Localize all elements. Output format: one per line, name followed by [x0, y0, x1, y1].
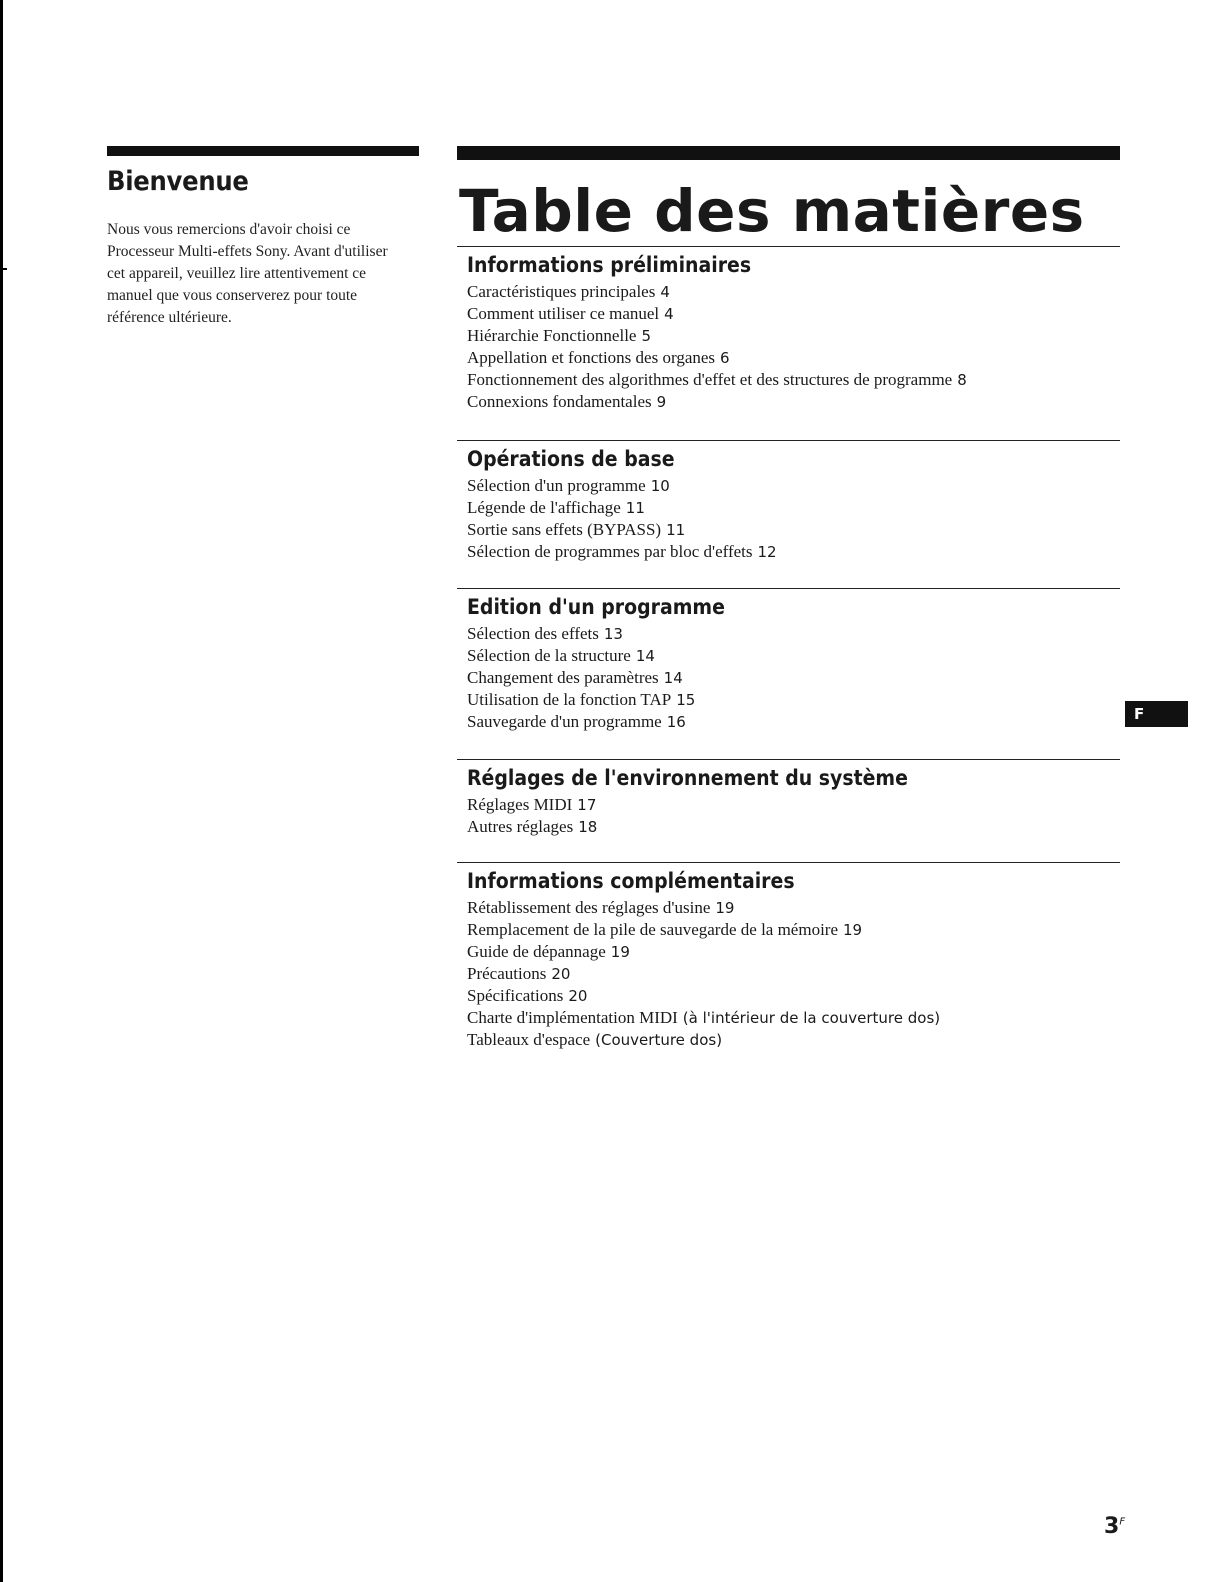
toc-section-systeme — [457, 759, 1120, 838]
entry-page: 15 — [676, 691, 696, 709]
toc-title: Table des matières — [459, 177, 1085, 245]
toc-entry[interactable] — [467, 519, 1120, 541]
entry-text: Appellation et fonctions des organes — [467, 348, 716, 367]
entry-page: 12 — [757, 543, 777, 561]
section-heading: Edition d'un programme — [467, 595, 725, 619]
toc-section-complementaires — [457, 862, 1120, 1051]
toc-section-preliminaires — [457, 246, 1120, 413]
entry-text: Tableaux d'espace — [467, 1030, 591, 1049]
entry-text: Réglages MIDI — [467, 795, 573, 814]
page-number — [1104, 1514, 1125, 1539]
language-tab: F — [1125, 701, 1188, 727]
section-rule — [457, 759, 1120, 760]
toc-entry[interactable] — [467, 475, 1120, 497]
entry-text: Hiérarchie Fonctionnelle — [467, 326, 637, 345]
entry-text: Changement des paramètres — [467, 668, 659, 687]
entry-page: 20 — [568, 987, 588, 1005]
toc-entry[interactable] — [467, 985, 1120, 1007]
entry-page: 19 — [610, 943, 630, 961]
section-heading: Réglages de l'environnement du système — [467, 766, 908, 790]
entry-text: Guide de dépannage — [467, 942, 606, 961]
entry-page: 10 — [650, 477, 670, 495]
section-rule — [457, 440, 1120, 441]
entry-text: Autres réglages — [467, 817, 574, 836]
entry-page: 16 — [666, 713, 686, 731]
entry-text: Spécifications — [467, 986, 564, 1005]
entry-text: Sélection d'un programme — [467, 476, 646, 495]
entry-page: 14 — [635, 647, 655, 665]
toc-section-operations — [457, 440, 1120, 563]
entry-page: 19 — [843, 921, 863, 939]
welcome-title: Bienvenue — [107, 166, 249, 197]
toc-entry[interactable] — [467, 645, 1120, 667]
toc-entry[interactable] — [467, 1007, 1120, 1029]
entry-page: 9 — [656, 393, 667, 411]
toc-entry[interactable] — [467, 623, 1120, 645]
section-rule — [457, 588, 1120, 589]
entry-text: Connexions fondamentales — [467, 392, 652, 411]
toc-entry[interactable] — [467, 919, 1120, 941]
page-edge-mark — [0, 268, 7, 270]
toc-entry[interactable] — [467, 303, 1120, 325]
section-heading: Opérations de base — [467, 447, 675, 471]
page-number-value: 3 — [1104, 1514, 1120, 1539]
entry-page: 18 — [578, 818, 598, 836]
page-number-suffix: F — [1119, 1516, 1126, 1528]
entry-text: Fonctionnement des algorithmes d'effet et des structures de programme — [467, 370, 953, 389]
entry-page: 17 — [577, 796, 597, 814]
entry-text: Sauvegarde d'un programme — [467, 712, 662, 731]
entry-page: 11 — [625, 499, 645, 517]
entry-page: 6 — [720, 349, 730, 367]
toc-entry[interactable] — [467, 897, 1120, 919]
entry-text: Sortie sans effets (BYPASS) — [467, 520, 662, 539]
page-edge-line — [0, 0, 3, 1582]
toc-entry[interactable] — [467, 325, 1120, 347]
entry-text: Remplacement de la pile de sauvegarde de la mémoire — [467, 920, 839, 939]
toc-rule — [457, 146, 1120, 160]
entry-page: 4 — [660, 283, 670, 301]
toc-entry[interactable] — [467, 497, 1120, 519]
entry-text: Sélection de la structure — [467, 646, 631, 665]
toc-entry[interactable] — [467, 667, 1120, 689]
section-heading: Informations préliminaires — [467, 253, 752, 277]
toc-entry[interactable] — [467, 541, 1120, 563]
toc-entry[interactable] — [467, 711, 1120, 733]
toc-entry[interactable] — [467, 369, 1120, 391]
entry-text: Comment utiliser ce manuel — [467, 304, 660, 323]
entry-page: 4 — [664, 305, 674, 323]
entry-page: 20 — [551, 965, 571, 983]
entry-page: 5 — [641, 327, 652, 345]
entry-page: 14 — [663, 669, 683, 687]
toc-entry[interactable] — [467, 963, 1120, 985]
entry-text: Sélection des effets — [467, 624, 599, 643]
entry-text: Utilisation de la fonction TAP — [467, 690, 672, 709]
entry-page: (à l'intérieur de la couverture dos) — [682, 1009, 941, 1027]
entry-text: Rétablissement des réglages d'usine — [467, 898, 711, 917]
welcome-rule — [107, 146, 419, 156]
toc-entry[interactable] — [467, 281, 1120, 303]
welcome-text: Nous vous remercions d'avoir choisi ce Processeur Multi-effets Sony. Avant d'utiliser cet appareil, veuillez lire attentivement ce manuel que vous conserverez pour toute référence ultérieure. — [107, 221, 388, 326]
table-of-contents — [457, 146, 1120, 1049]
toc-entry[interactable] — [467, 816, 1120, 838]
toc-entry[interactable] — [467, 941, 1120, 963]
toc-section-edition — [457, 588, 1120, 733]
entry-page: 11 — [666, 521, 686, 539]
toc-entry[interactable] — [467, 794, 1120, 816]
entry-page: (Couverture dos) — [595, 1031, 723, 1049]
section-heading: Informations complémentaires — [467, 869, 795, 893]
entry-page: 19 — [715, 899, 735, 917]
entry-page: 13 — [603, 625, 623, 643]
entry-text: Caractéristiques principales — [467, 282, 656, 301]
entry-text: Légende de l'affichage — [467, 498, 621, 517]
entry-text: Précautions — [467, 964, 547, 983]
entry-text: Charte d'implémentation MIDI — [467, 1008, 678, 1027]
entry-page: 8 — [957, 371, 967, 389]
welcome-column — [107, 146, 419, 329]
entry-text: Sélection de programmes par bloc d'effets — [467, 542, 753, 561]
toc-entry[interactable] — [467, 391, 1120, 413]
toc-entry[interactable] — [467, 347, 1120, 369]
toc-entry[interactable] — [467, 1029, 1120, 1051]
section-rule — [457, 246, 1120, 247]
section-rule — [457, 862, 1120, 863]
toc-entry[interactable] — [467, 689, 1120, 711]
